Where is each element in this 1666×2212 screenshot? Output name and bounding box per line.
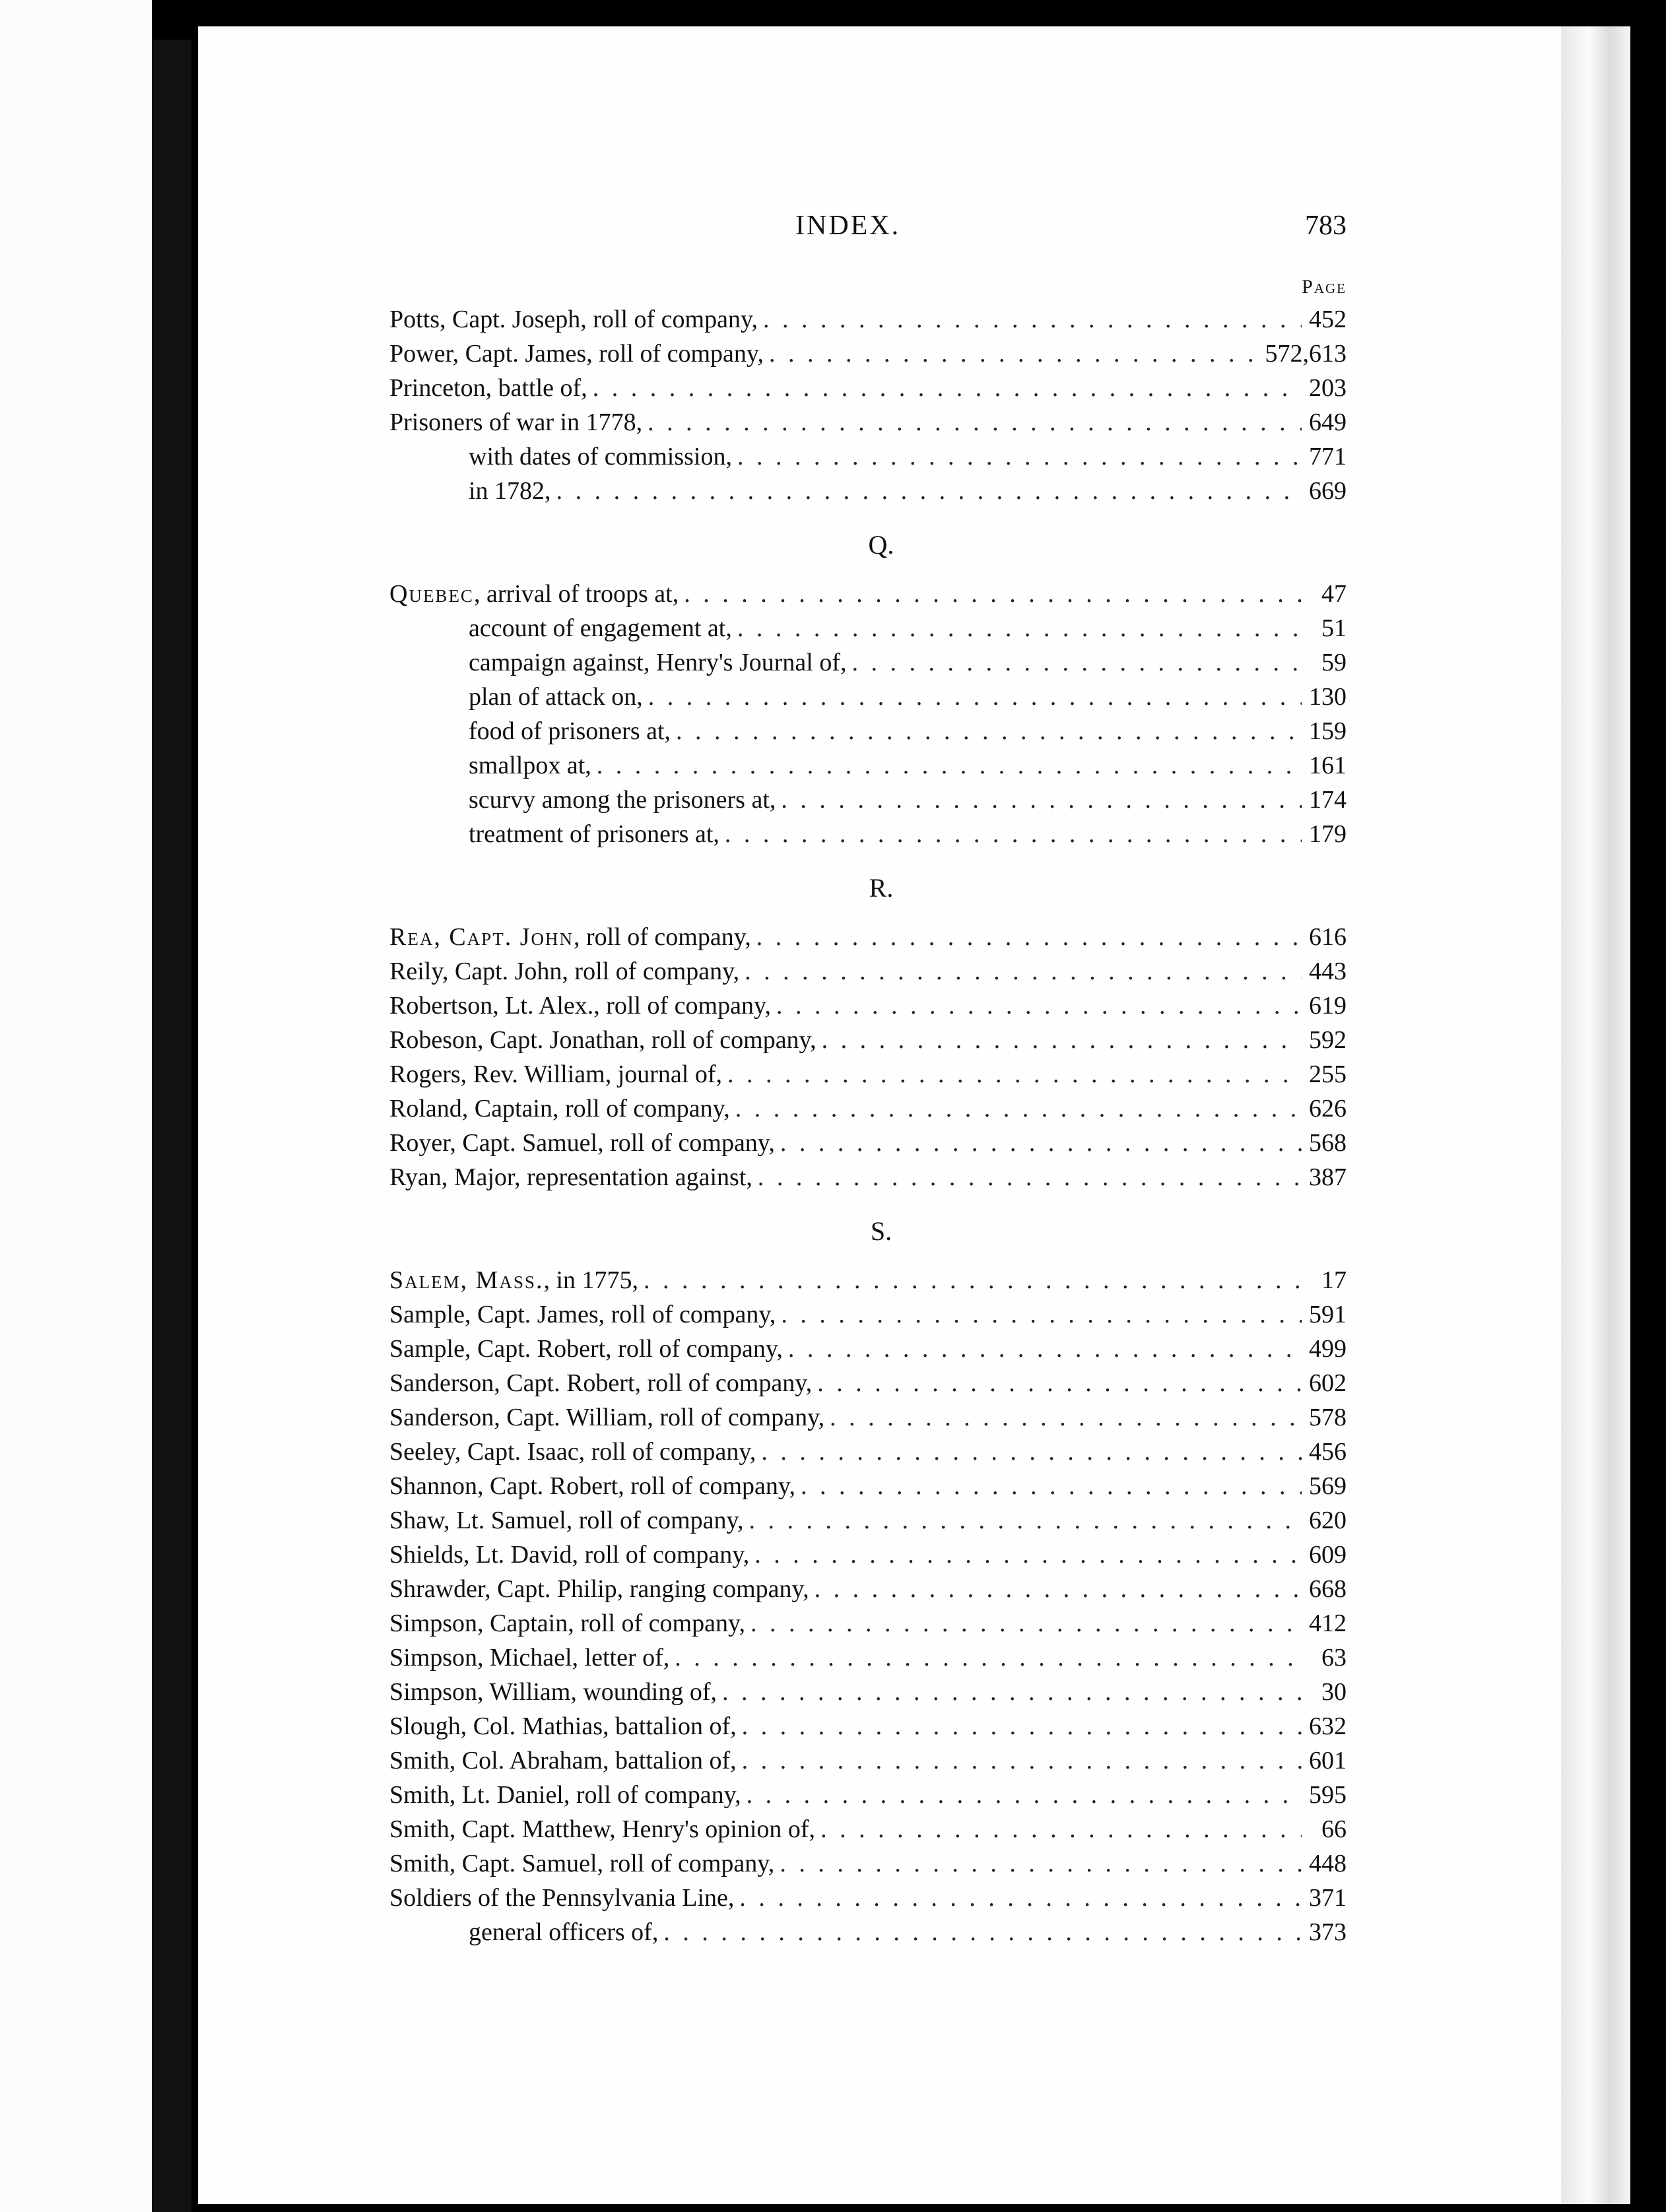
entry-text [389,1643,669,1672]
index-entry [389,408,1347,442]
entry-text [389,1437,756,1466]
entry-page-number: 569 [1309,1472,1347,1500]
entry-text [389,1883,734,1912]
entry-text [389,1712,737,1741]
dot-leader [788,1334,1302,1363]
entry-page-number: 619 [1309,992,1347,1020]
entry-text [389,1849,774,1878]
entry-text [469,820,719,849]
entry-text [389,305,758,334]
dot-leader [737,442,1302,471]
entry-description: Slough, Col. Mathias, battalion of, [389,1712,737,1740]
entry-page-number: 179 [1309,820,1347,848]
entry-page-number: 203 [1309,374,1347,402]
index-entry [389,1369,1347,1403]
dot-leader [745,957,1302,986]
dot-leader [644,1266,1302,1295]
dot-leader [781,785,1302,814]
page-fore-edge [1561,26,1630,2204]
index-entry [389,1300,1347,1334]
dot-leader [684,579,1302,608]
entry-page-number: 412 [1309,1610,1347,1637]
index-entry [389,1060,1347,1094]
entry-text [469,648,846,677]
index-entry [389,1712,1347,1746]
dot-leader [597,751,1302,780]
entry-page-number: 601 [1309,1747,1347,1774]
dot-leader [763,305,1302,334]
entry-page-number: 632 [1309,1712,1347,1740]
entry-text [389,1094,730,1123]
entry-description: Simpson, William, wounding of, [389,1678,717,1706]
dot-leader [780,1128,1302,1157]
entry-description: scurvy among the prisoners at, [469,786,776,814]
entry-text [469,442,732,471]
index-entry [389,1575,1347,1609]
entry-description: Simpson, Michael, letter of, [389,1644,670,1672]
index-entry [389,648,1347,682]
entry-text [389,1575,809,1604]
entry-page-number: 255 [1309,1060,1347,1088]
index-entry [389,614,1347,648]
index-entry [389,1746,1347,1780]
dot-leader [851,648,1302,677]
entry-description: account of engagement at, [469,614,732,642]
entry-text [389,1025,816,1055]
entry-text [389,579,679,608]
entry-page-number: 373 [1309,1918,1347,1946]
entry-page-number: 620 [1309,1507,1347,1534]
entry-text [469,614,732,643]
index-entry [389,1266,1347,1300]
index-entry [389,682,1347,717]
entry-page-number: 456 [1309,1438,1347,1466]
entry-description: smallpox at, [469,752,591,779]
dot-leader [758,1163,1302,1192]
entry-page-number: 668 [1309,1575,1347,1603]
entry-page-number: 130 [1309,683,1347,711]
dot-leader [749,1506,1302,1535]
dot-leader [747,1780,1302,1809]
dot-leader [830,1403,1302,1432]
entry-description: general officers of, [469,1918,659,1946]
entry-description: Reily, Capt. John, roll of company, [389,958,740,985]
entry-text [389,1060,722,1089]
index-entry [389,991,1347,1025]
entry-page-number: 609 [1309,1541,1347,1569]
entry-page-number: 161 [1309,752,1347,779]
running-head: INDEX. [795,211,901,241]
entry-description: , arrival of troops at, [473,580,679,608]
entry-text [389,1403,824,1432]
index-entry [389,1540,1347,1575]
dot-leader [742,1746,1302,1775]
index-entry [389,717,1347,751]
entry-description: Smith, Capt. Matthew, Henry's opinion of, [389,1815,816,1843]
index-entry [389,1128,1347,1163]
dot-leader [676,717,1302,746]
index-entry [389,1609,1347,1643]
entry-text [469,751,591,780]
entry-description: , roll of company, [573,923,751,951]
entry-page-number: 51 [1321,614,1347,642]
entry-description: Sample, Capt. Robert, roll of company, [389,1335,783,1363]
entry-description: Potts, Capt. Joseph, roll of company, [389,306,758,333]
index-entry [389,1437,1347,1472]
entry-text [389,374,587,403]
entry-text [389,1334,783,1363]
dot-leader [727,1060,1302,1089]
entry-page-number: 17 [1321,1266,1347,1294]
entry-page-number: 616 [1309,923,1347,951]
dot-leader [648,682,1302,711]
dot-leader [756,923,1302,952]
index-entry [389,1334,1347,1369]
index-entry [389,1677,1347,1712]
entry-page-number: 591 [1309,1301,1347,1328]
page-number: 783 [1305,211,1347,241]
entry-description: Smith, Lt. Daniel, roll of company, [389,1781,741,1809]
entry-text [389,1815,815,1844]
entry-description: Shrawder, Capt. Philip, ranging company, [389,1575,809,1603]
entry-description: Ryan, Major, representation against, [389,1163,752,1191]
entry-text [389,1746,737,1775]
index-entry [389,820,1347,854]
index-entry [389,1883,1347,1918]
entry-heading: Rea, Capt. John [389,923,574,951]
index-entry [389,1403,1347,1437]
dot-leader [822,1025,1302,1055]
section-letter: S. [870,1216,892,1246]
entry-page-number: 30 [1321,1678,1347,1706]
index-entry [389,1849,1347,1883]
dot-leader [780,1849,1302,1878]
entry-description: plan of attack on, [469,683,643,711]
entry-text [389,991,771,1020]
entry-description: Smith, Col. Abraham, battalion of, [389,1747,737,1774]
entry-page-number: 626 [1309,1095,1347,1122]
dot-leader [754,1540,1302,1569]
index-entry [389,374,1347,408]
entry-description: food of prisoners at, [469,717,671,745]
entry-page-number: 452 [1309,306,1347,333]
entry-description: Robeson, Capt. Jonathan, roll of company, [389,1026,816,1054]
index-entry [389,1472,1347,1506]
index-entry [389,785,1347,820]
index-entry [389,1506,1347,1540]
entry-description: in 1782, [469,477,551,505]
page-column-label: Page [1302,276,1347,298]
entry-description: Rogers, Rev. William, journal of, [389,1060,723,1088]
entry-description: Smith, Capt. Samuel, roll of company, [389,1850,775,1877]
index-entry [389,1025,1347,1060]
dot-leader [769,339,1260,368]
dot-leader [722,1677,1302,1707]
index-entry [389,1643,1347,1677]
dot-leader [675,1643,1302,1672]
dot-leader [725,820,1302,849]
entry-description: Prisoners of war in 1778, [389,408,643,436]
dot-leader [776,991,1302,1020]
dot-leader [739,1883,1302,1912]
entry-page-number: 499 [1309,1335,1347,1363]
entry-text [389,957,739,986]
facing-page-edge [0,0,152,2212]
dot-leader [648,408,1302,437]
dot-leader [663,1918,1302,1947]
entry-text [389,1266,638,1295]
entry-text [469,717,671,746]
entry-page-number: 174 [1309,786,1347,814]
entry-page-number: 47 [1321,580,1347,608]
entry-page-number: 66 [1321,1815,1347,1843]
entry-page-number: 649 [1309,408,1347,436]
dot-leader [593,374,1302,403]
entry-text [469,682,643,711]
entry-text [469,785,776,814]
entry-page-number: 443 [1309,958,1347,985]
entry-text [469,1918,658,1947]
dot-leader [801,1472,1302,1501]
entry-description: Power, Capt. James, roll of company, [389,340,764,368]
entry-page-number: 595 [1309,1781,1347,1809]
entry-text [389,1677,717,1707]
entry-description: Sanderson, Capt. William, roll of company, [389,1404,825,1431]
entry-description: Shields, Lt. David, roll of company, [389,1541,750,1569]
index-entry [389,1780,1347,1815]
index-entry [389,923,1347,957]
entry-description: Robertson, Lt. Alex., roll of company, [389,992,771,1020]
entry-description: , in 1775, [543,1266,639,1294]
dot-leader [735,1094,1302,1123]
index-entry [389,1815,1347,1849]
index-entry [389,339,1347,374]
index-entry [389,305,1347,339]
entry-text [389,408,642,437]
dot-leader [815,1575,1302,1604]
entry-page-number: 63 [1321,1644,1347,1672]
page-header [198,210,1347,249]
entry-page-number: 59 [1321,649,1347,676]
entry-text [389,1472,795,1501]
entry-text [389,1540,749,1569]
entry-description: campaign against, Henry's Journal of, [469,649,847,676]
entry-text [389,923,751,952]
entry-description: Roland, Captain, roll of company, [389,1095,730,1122]
dot-leader [750,1609,1302,1638]
entry-text [389,1780,741,1809]
index-entry [389,579,1347,614]
entry-page-number: 669 [1309,477,1347,505]
entry-text [469,476,551,505]
index-entry [389,476,1347,511]
entry-text [389,1369,812,1398]
entry-text [389,1128,775,1157]
entry-text [389,1609,745,1638]
entry-heading: Quebec [389,580,474,608]
dot-leader [556,476,1302,505]
dot-leader [820,1815,1302,1844]
entry-text [389,1506,743,1535]
entry-description: Shannon, Capt. Robert, roll of company, [389,1472,795,1500]
entry-text [389,339,764,368]
entry-page-number: 602 [1309,1369,1347,1397]
dot-leader [817,1369,1302,1398]
entry-description: Soldiers of the Pennsylvania Line, [389,1884,735,1912]
entry-description: Royer, Capt. Samuel, roll of company, [389,1129,775,1157]
entry-page-number: 592 [1309,1026,1347,1054]
entry-page-number: 371 [1309,1884,1347,1912]
entry-description: Princeton, battle of, [389,374,587,402]
index-entry [389,442,1347,476]
entry-page-number: 572,613 [1265,340,1347,368]
entry-text [389,1300,776,1329]
index-entry [389,1918,1347,1952]
entry-description: Simpson, Captain, roll of company, [389,1610,745,1637]
entry-page-number: 568 [1309,1129,1347,1157]
dot-leader [761,1437,1302,1466]
dot-leader [781,1300,1302,1329]
entry-description: with dates of commission, [469,443,732,471]
entry-text [389,1163,752,1192]
entry-heading: Salem, Mass. [389,1266,544,1294]
dot-leader [742,1712,1302,1741]
book-gutter [152,40,191,2212]
entry-description: Sample, Capt. James, roll of company, [389,1301,776,1328]
index-entries [389,305,1347,1952]
entry-description: treatment of prisoners at, [469,820,719,848]
index-entry [389,957,1347,991]
entry-description: Sanderson, Capt. Robert, roll of company, [389,1369,813,1397]
entry-page-number: 448 [1309,1850,1347,1877]
entry-description: Seeley, Capt. Isaac, roll of company, [389,1438,756,1466]
index-entry [389,1094,1347,1128]
entry-page-number: 387 [1309,1163,1347,1191]
section-letter: Q. [868,530,894,560]
entry-page-number: 159 [1309,717,1347,745]
index-entry [389,1163,1347,1197]
index-entry [389,751,1347,785]
dot-leader [737,614,1302,643]
entry-page-number: 771 [1309,443,1347,471]
entry-description: Shaw, Lt. Samuel, roll of company, [389,1507,744,1534]
section-letter: R. [869,873,894,903]
entry-page-number: 578 [1309,1404,1347,1431]
